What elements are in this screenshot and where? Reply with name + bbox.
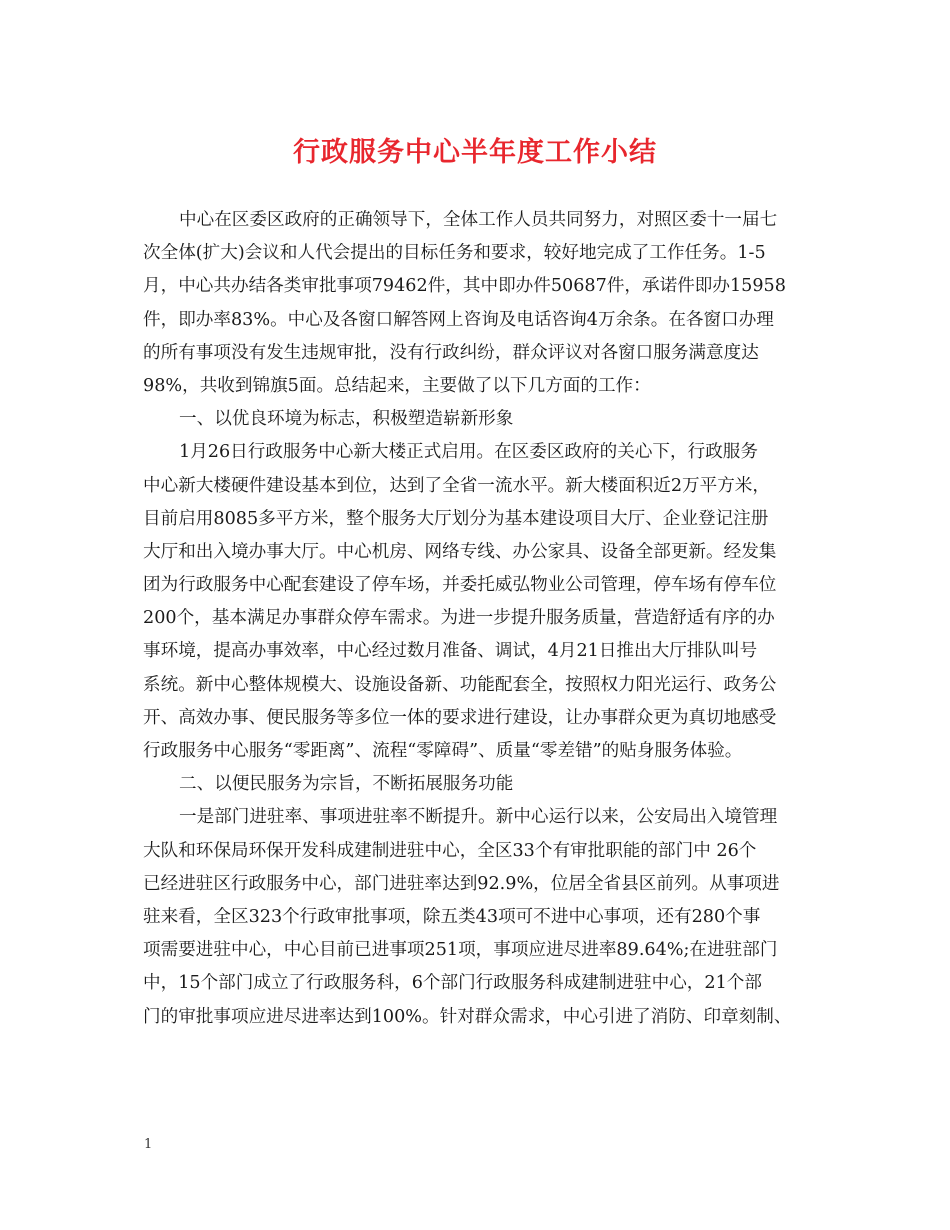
text-line: 一、以优良环境为标志，积极塑造崭新形象 [179, 409, 514, 430]
text-line: 行政服务中心服务“零距离”、流程“零障碍”、质量“零差错”的贴身服务体验。 [143, 741, 743, 761]
text-line: 月，中心共办结各类审批事项79462件，其中即办件50687件，承诺件即办15958 [143, 276, 786, 297]
text-line: 门的审批事项应进尽进率达到100%。针对群众需求，中心引进了消防、印章刻制、 [143, 1006, 792, 1027]
text-line: 驻来看，全区323个行政审批事项，除五类43项可不进中心事项，还有280个事 [143, 906, 761, 927]
text-line: 件，即办率83%。中心及各窗口解答网上咨询及电话咨询4万余条。在各窗口办理 [143, 309, 774, 330]
text-line: 98%，共收到锦旗5面。总结起来，主要做了以下几方面的工作： [143, 375, 651, 396]
text-line: 事环境，提高办事效率，中心经过数月准备、调试，4月21日推出大厅排队叫号 [143, 641, 758, 662]
page-number: 1 [144, 1137, 153, 1152]
text-line: 中心在区委区政府的正确领导下，全体工作人员共同努力，对照区委十一届七 [179, 210, 778, 230]
text-line: 开、高效办事、便民服务等多位一体的要求进行建设，让办事群众更为真切地感受 [143, 707, 777, 728]
text-line: 已经进驻区行政服务中心，部门进驻率达到92.9%，位居全省县区前列。从事项进 [143, 873, 780, 894]
document-body [143, 204, 818, 1034]
text-line: 大队和环保局环保开发科成建制进驻中心，全区33个有审批职能的部门中 26个 [143, 840, 757, 861]
text-line: 目前启用8085多平方米，整个服务大厅划分为基本建设项目大厅、企业登记注册 [143, 508, 769, 529]
text-line: 系统。新中心整体规模大、设施设备新、功能配套全，按照权力阳光运行、政务公 [143, 674, 777, 695]
text-line: 一是部门进驻率、事项进驻率不断提升。新中心运行以来，公安局出入境管理 [179, 807, 778, 828]
text-line: 1月26日行政服务中心新大楼正式启用。在区委区政府的关心下，行政服务 [179, 442, 758, 463]
text-line: 项需要进驻中心，中心目前已进事项251项，事项应进尽进率89.64%;在进驻部门 [143, 940, 778, 961]
text-line: 团为行政服务中心配套建设了停车场，并委托威弘物业公司管理，停车场有停车位 [143, 575, 777, 596]
text-line: 二、以便民服务为宗旨，不断拓展服务功能 [179, 774, 514, 795]
document-title: 行政服务中心半年度工作小结 [293, 137, 657, 168]
text-line: 中，15个部门成立了行政服务科，6个部门行政服务科成建制进驻中心，21个部 [143, 973, 762, 994]
text-line: 次全体(扩大)会议和人代会提出的目标任务和要求，较好地完成了工作任务。1-5 [143, 243, 766, 264]
text-line: 200个，基本满足办事群众停车需求。为进一步提升服务质量，营造舒适有序的办 [143, 608, 775, 629]
text-line: 的所有事项没有发生违规审批，没有行政纠纷，群众评议对各窗口服务满意度达 [143, 342, 759, 363]
text-line: 中心新大楼硬件建设基本到位，达到了全省一流水平。新大楼面积近2万平方米， [143, 475, 770, 496]
text-line: 大厅和出入境办事大厅。中心机房、网络专线、办公家具、设备全部更新。经发集 [143, 541, 777, 562]
